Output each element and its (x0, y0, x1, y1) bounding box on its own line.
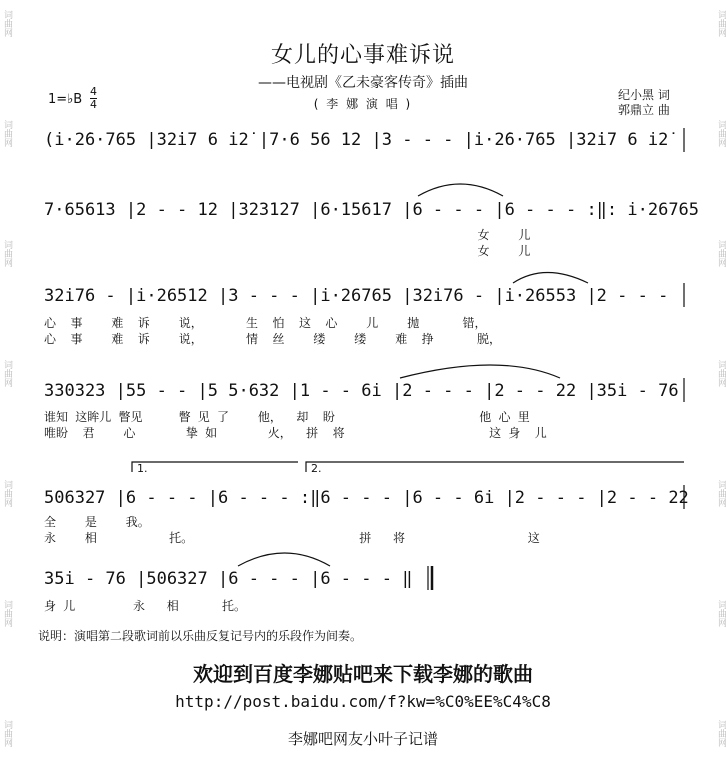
watermark-text: 词曲网 (2, 120, 12, 147)
watermark-text: 词曲网 (2, 360, 12, 387)
notation-row-2: 7·65613 |2 - - 12 |323127 |6·15617 |6 - - - |6 - - - :‖: i·26765 (44, 200, 700, 220)
notation-row-4: 330323 |55 - - |5 5·632 |1 - - 6i |2 - - - |2 - - 22 |35i - 76 (44, 381, 679, 401)
performance-note: 说明：演唱第二段歌词前以乐曲反复记号内的乐段作为间奏。 (38, 629, 363, 643)
lyricist-credit: 纪小黑 词 (618, 88, 670, 102)
watermark-text: 词曲网 (716, 480, 726, 507)
notation-row-1: (i·2̇6·765 |32̇i7 6 i2̇ |7·6 56 12 |3 - - - |i·2̇6·765 |32̇i7 6 i2̇ (44, 130, 669, 150)
lyrics-row-5-verse-2: 永 相 托。 拼 将 这 (44, 531, 540, 545)
lyrics-row-3-verse-1: 心 事 难 诉 说， 生 怕 这 心 儿 抛 错， (44, 316, 487, 330)
lyrics-row-6: 身 儿 永 相 托。 (44, 599, 247, 613)
watermark-text: 词曲网 (716, 600, 726, 627)
volta-second: 2. (311, 462, 322, 475)
lyrics-row-3-verse-2: 心 事 难 诉 说， 情 丝 缕 缕 难 挣 脱， (44, 332, 501, 346)
lyrics-row-4-verse-1: 谁知 这眸儿 瞥见 瞥 见 了 他， 却 盼 他 心 里 (44, 410, 530, 424)
meter-bottom: 4 (90, 98, 97, 111)
song-title: 女儿的心事难诉说 (270, 43, 455, 68)
volta-first: 1. (137, 462, 148, 475)
download-banner: 欢迎到百度李娜贴吧来下载李娜的歌曲 (193, 662, 533, 686)
lyrics-row-2-verse-2: 女 儿 (44, 244, 531, 258)
song-subtitle: ——电视剧《乙未豪客传奇》插曲 (258, 75, 468, 91)
watermark-text: 词曲网 (2, 480, 12, 507)
watermark-text: 词曲网 (2, 600, 12, 627)
watermark-text: 词曲网 (716, 120, 726, 147)
watermark-text: 词曲网 (716, 240, 726, 267)
watermark-text: 词曲网 (716, 360, 726, 387)
singer-credit: ( 李 娜 演 唱 ) (313, 97, 413, 111)
key-signature: 1=♭B (48, 92, 83, 107)
source-url[interactable]: http://post.baidu.com/f?kw=%C0%EE%C4%C8 (175, 692, 551, 711)
watermark-text: 词曲网 (716, 10, 726, 37)
notation-row-6: 35i - 76 |506327 |6 - - - |6 - - - ‖ (44, 569, 413, 589)
lyrics-row-4-verse-2: 唯盼 君 心 挚 如 火， 拼 将 这 身 儿 (44, 426, 547, 440)
notation-row-3: 32i76 - |i·26512 |3 - - - |i·26765 |32i76 - |i·26553 |2 - - - (44, 286, 669, 306)
watermark-text: 词曲网 (2, 720, 12, 747)
notation-row-5: 506327 |6 - - - |6 - - - :‖6 - - - |6 - - 6i |2 - - - |2 - - 22 (44, 488, 689, 508)
meter-top: 4 (90, 85, 97, 98)
transcriber-credit: 李娜吧网友小叶子记谱 (287, 730, 438, 748)
watermark-text: 词曲网 (2, 10, 12, 37)
watermark-text: 词曲网 (716, 720, 726, 747)
watermark-text: 词曲网 (2, 240, 12, 267)
composer-credit: 郭鼎立 曲 (618, 103, 670, 117)
lyrics-row-5-verse-1: 全 是 我。 (44, 515, 150, 529)
lyrics-row-2-verse-1: 女 儿 (44, 228, 531, 242)
